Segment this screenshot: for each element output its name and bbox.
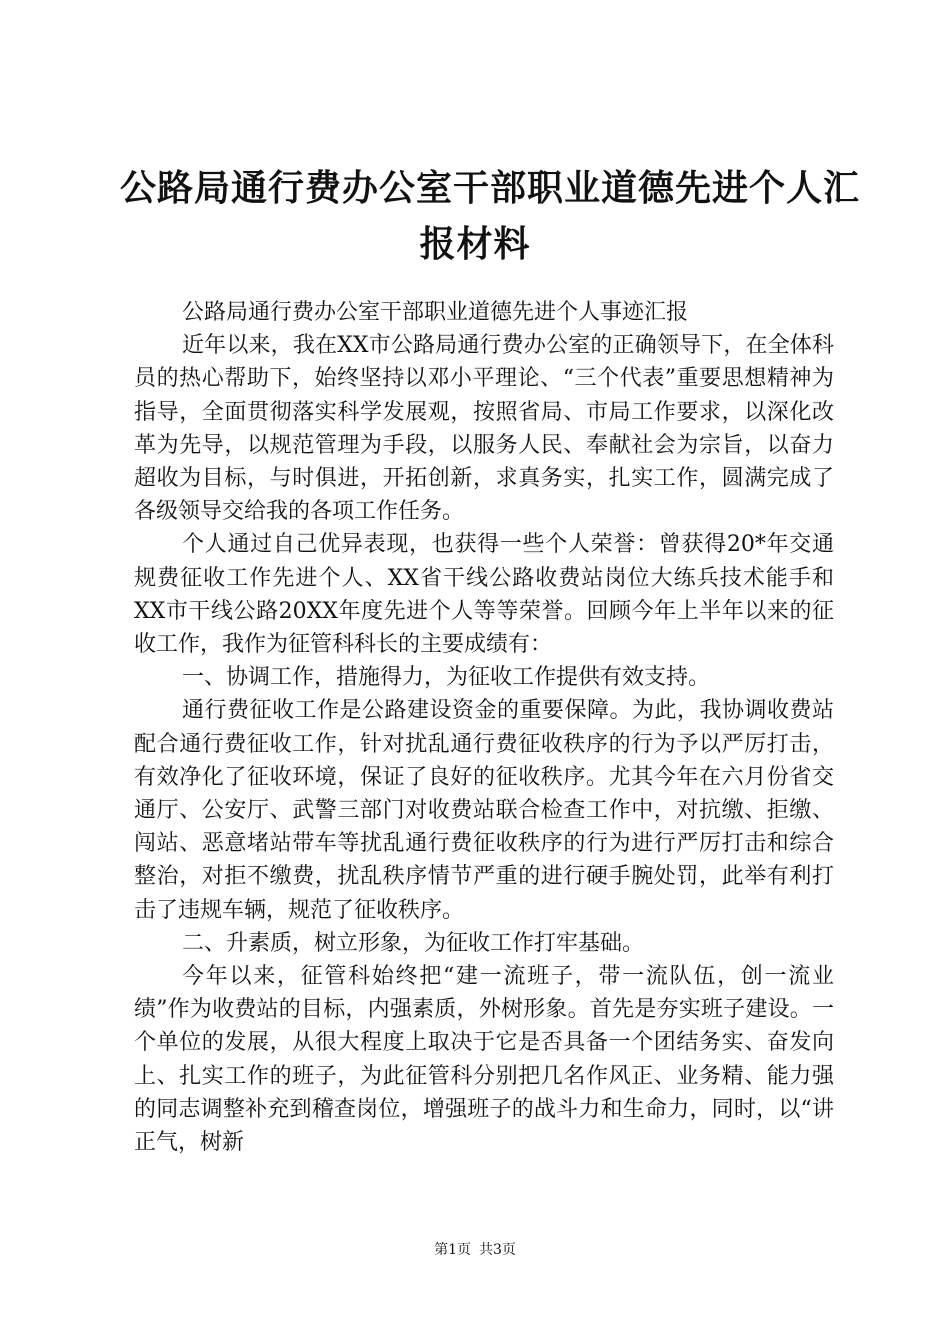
- page-footer: [0, 1240, 950, 1260]
- document-body: [134, 296, 834, 1159]
- paragraph-honors: 个人通过自己优异表现，也获得一些个人荣誉：曾获得20*年交通规费征收工作先进个人、XX省干线公路收费站岗位大练兵技术能手和XX市干线公路20XX年度先进个人等等荣誉。回顾今年上半年以来的征收工作，我作为征管科科长的主要成绩有：: [134, 532, 834, 658]
- paragraph-section-1: 通行费征收工作是公路建设资金的重要保障。为此，我协调收费站配合通行费征收工作，针对扰乱通行费征收秩序的行为予以严厉打击，有效净化了征收环境，保证了良好的征收秩序。尤其今年在六月份省交通厅、公安厅、武警三部门对收费站联合检查工作中，对抗缴、拒缴、闯站、恶意堵站带车等扰乱通行费征收秩序的行为进行严厉打击和综合整治，对拒不缴费，扰乱秩序情节严重的进行硬手腕处罚，此举有利打击了违规车辆，规范了征收秩序。: [134, 698, 834, 923]
- title-line-2: 报材料: [419, 223, 531, 265]
- section-heading-2: 二、升素质，树立形象，为征收工作打牢基础。: [182, 930, 645, 956]
- title-line-1: 公路局通行费办公室干部职业道德先进个人汇: [120, 167, 861, 209]
- paragraph-subtitle: 公路局通行费办公室干部职业道德先进个人事迹汇报: [182, 300, 689, 325]
- page-number: 第1页: [434, 1242, 471, 1258]
- section-heading-1: 一、协调工作，措施得力，为征收工作提供有效支持。: [182, 665, 711, 691]
- paragraph-intro: 近年以来，我在XX市公路局通行费办公室的正确领导下，在全体科员的热心帮助下，始终坚持以邓小平理论、“三个代表”重要思想精神为指导，全面贯彻落实科学发展观，按照省局、市局工作要求，以深化改革为先导，以规范管理为手段，以服务人民、奉献社会为宗旨，以奋力超收为目标，与时俱进，开拓创新，求真务实，扎实工作，圆满完成了各级领导交给我的各项工作任务。: [134, 333, 834, 525]
- document-title: [120, 160, 861, 272]
- page-total: 共3页: [479, 1242, 516, 1258]
- paragraph-section-2: 今年以来，征管科始终把“建一流班子，带一流队伍，创一流业绩”作为收费站的目标，内强素质，外树形象。首先是夯实班子建设。一个单位的发展，从很大程度上取决于它是否具备一个团结务实、奋发向上、扎实工作的班子，为此征管科分别把几名作风正、业务精、能力强的同志调整补充到稽查岗位，增强班子的战斗力和生命力，同时，以“讲正气，树新: [134, 964, 834, 1156]
